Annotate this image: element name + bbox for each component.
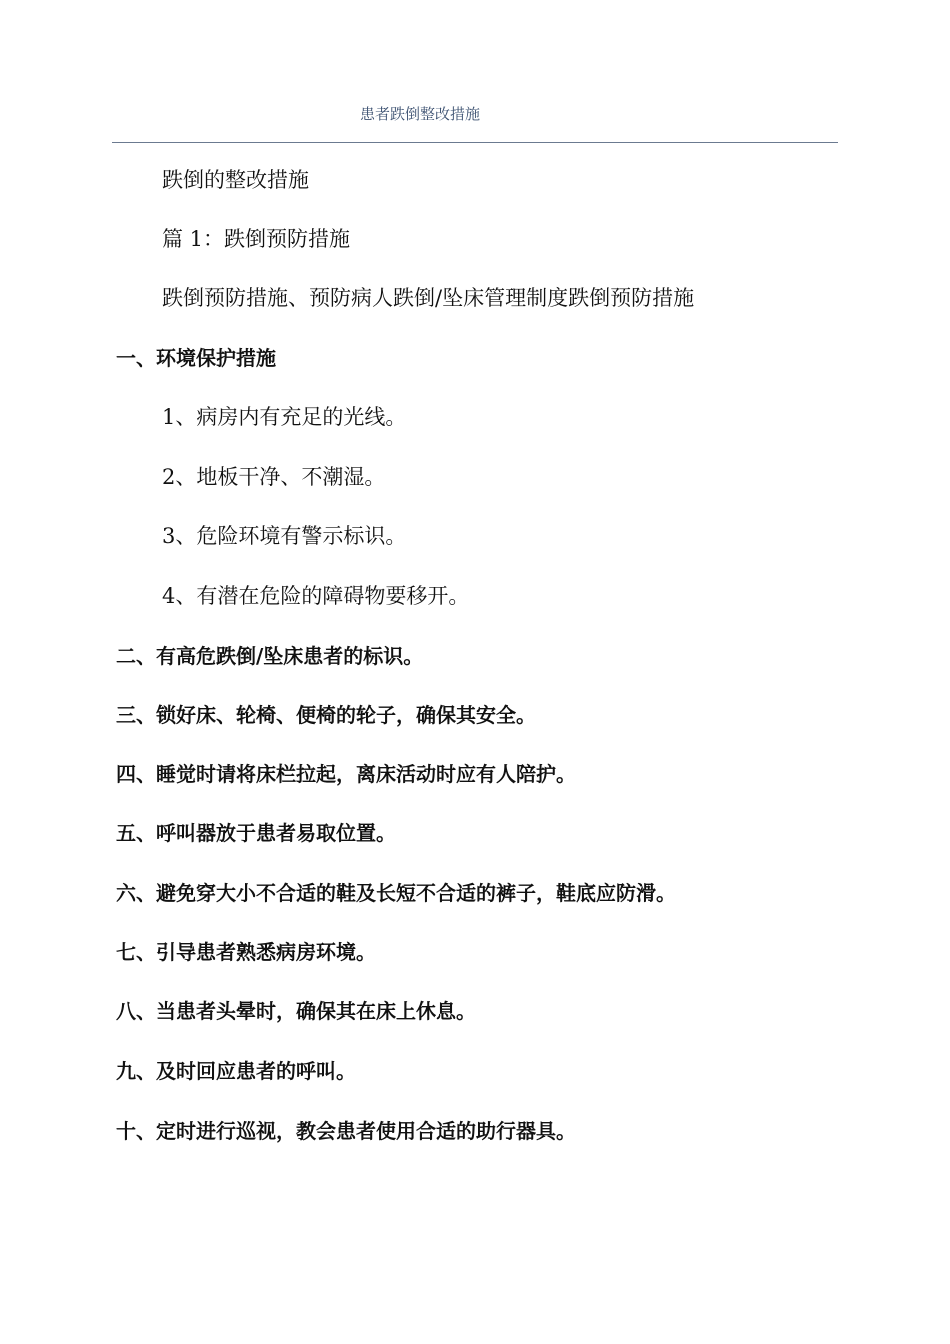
list-item: 2、地板干净、不潮湿。 — [162, 465, 386, 489]
running-header-title: 患者跌倒整改措施 — [359, 105, 480, 123]
section-heading: 三、锁好床、轮椅、便椅的轮子，确保其安全。 — [116, 703, 536, 727]
section-heading: 十、定时进行巡视，教会患者使用合适的助行器具。 — [116, 1119, 576, 1143]
list-item: 4、有潜在危险的障碍物要移开。 — [162, 584, 470, 608]
list-item: 3、危险环境有警示标识。 — [162, 524, 407, 548]
document-subtitle: 跌倒预防措施、预防病人跌倒/坠床管理制度跌倒预防措施 — [162, 286, 695, 310]
document-title: 跌倒的整改措施 — [162, 168, 309, 192]
list-item: 1、病房内有充足的光线。 — [162, 405, 407, 429]
section-heading: 五、呼叫器放于患者易取位置。 — [116, 821, 396, 845]
section-heading: 六、避免穿大小不合适的鞋及长短不合适的裤子，鞋底应防滑。 — [116, 881, 676, 905]
header-divider — [112, 142, 838, 143]
section-heading-environment: 一、环境保护措施 — [116, 346, 276, 370]
section-heading: 二、有高危跌倒/坠床患者的标识。 — [116, 644, 424, 668]
section-heading: 七、引导患者熟悉病房环境。 — [116, 940, 376, 964]
section-heading: 八、当患者头晕时，确保其在床上休息。 — [116, 999, 476, 1023]
section-heading: 九、及时回应患者的呼叫。 — [116, 1059, 356, 1083]
section-heading: 四、睡觉时请将床栏拉起，离床活动时应有人陪护。 — [116, 762, 576, 786]
article-label: 篇 1：跌倒预防措施 — [162, 227, 351, 251]
